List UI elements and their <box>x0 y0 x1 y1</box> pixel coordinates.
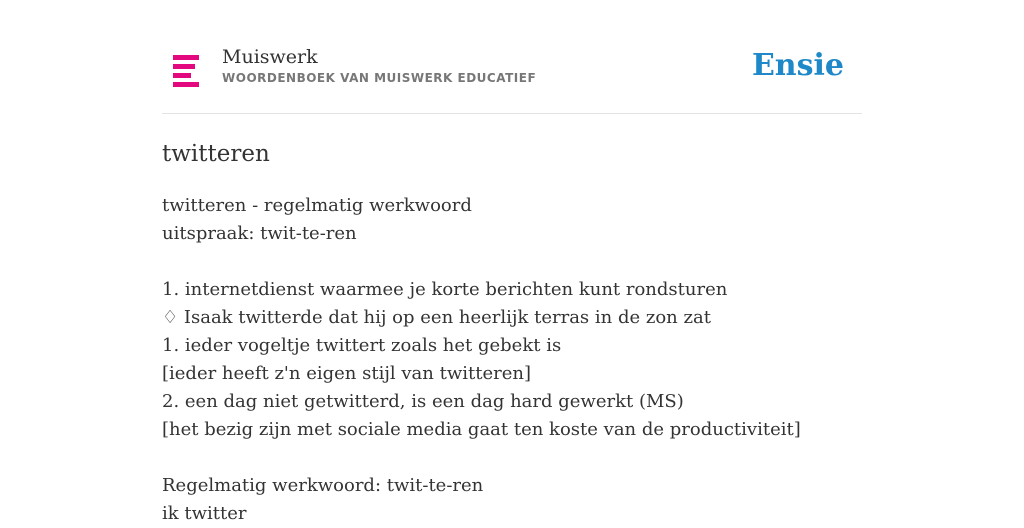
entry-line: [het bezig zijn met sociale media gaat ten koste van de productiviteit] <box>162 419 801 440</box>
entry-line <box>162 444 862 472</box>
brand-subtitle: WOORDENBOEK VAN MUISWERK EDUCATIEF <box>222 71 537 85</box>
entry-line: ik twitter <box>162 503 247 524</box>
entry-line: twitteren - regelmatig werkwoord <box>162 195 472 216</box>
entry-line: [ieder heeft z'n eigen stijl van twitteren] <box>162 363 531 384</box>
ensie-logo-link[interactable]: Ensie <box>751 48 844 83</box>
entry-line: Regelmatig werkwoord: twit-te-ren <box>162 475 484 496</box>
muiswerk-logo-icon[interactable] <box>173 55 199 87</box>
entry-line <box>162 248 862 276</box>
entry-title: twitteren <box>162 141 270 167</box>
page <box>162 0 862 528</box>
entry-line: 2. een dag niet getwitterd, is een dag hard gewerkt (MS) <box>162 391 684 412</box>
brand-name: Muiswerk <box>222 46 318 68</box>
entry-line: 1. internetdienst waarmee je korte berichten kunt rondsturen <box>162 279 728 300</box>
header <box>162 0 862 114</box>
entry-line: 1. ieder vogeltje twittert zoals het gebekt is <box>162 335 562 356</box>
entry-content <box>162 192 862 528</box>
entry-line: ♢ Isaak twitterde dat hij op een heerlijk terras in de zon zat <box>162 307 711 328</box>
entry-line: uitspraak: twit-te-ren <box>162 223 357 244</box>
brand[interactable] <box>222 45 536 85</box>
